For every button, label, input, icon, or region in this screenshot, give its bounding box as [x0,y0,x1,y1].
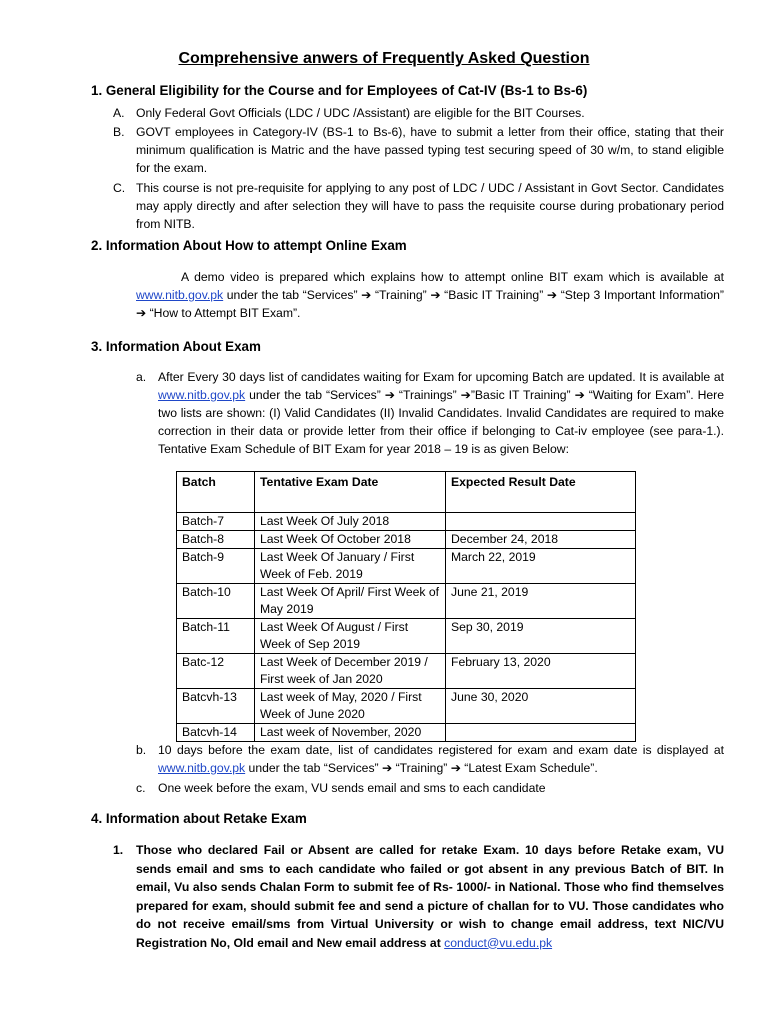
table-cell: Batcvh-14 [177,724,255,742]
table-cell: Batch-11 [177,619,255,654]
section-1-heading: 1. General Eligibility for the Course and for Employees of Cat-IV (Bs-1 to Bs-6) [91,83,588,98]
eligibility-item-a: Only Federal Govt Officials (LDC / UDC /Assistant) are eligible for the BIT Courses. [136,106,585,120]
table-row [177,513,636,531]
table-row [177,584,636,619]
table-cell: Batcvh-13 [177,689,255,724]
arrow-right-icon: ➔ [430,288,441,302]
exam-info-text: “Training” [392,761,451,775]
table-cell: Batc-12 [177,654,255,689]
online-exam-text: “Basic IT Training” [440,288,547,302]
arrow-right-icon: ➔ [361,288,372,302]
page-title: Comprehensive anwers of Frequently Asked Question [178,50,590,67]
exam-info-text: “Trainings” [394,388,461,402]
item-marker: 1. [113,843,124,857]
section-2-heading: 2. Information About How to attempt Online Exam [91,238,407,253]
nitb-link[interactable]: www.nitb.gov.pk [158,388,246,402]
table-cell: Last week of May, 2020 / First Week of June 2020 [255,689,446,724]
arrow-right-icon: ➔ [382,761,393,775]
arrow-right-icon: ➔ [574,388,585,402]
exam-info-item-c: One week before the exam, VU sends email and sms to each candidate [158,781,546,795]
column-header: Tentative Exam Date [255,472,446,513]
table-cell [446,724,636,742]
table-cell: Last Week Of October 2018 [255,531,446,549]
table-cell: December 24, 2018 [446,531,636,549]
table-cell: Batch-7 [177,513,255,531]
online-exam-paragraph [136,268,724,322]
exam-info-item-b [158,741,724,777]
exam-info-text: 10 days before the exam date, list of candidates registered for exam and exam date is displayed at [158,743,724,757]
item-marker: C. [113,181,126,195]
arrow-right-icon: ➔ [384,388,395,402]
exam-info-text: under the tab “Services” [245,388,385,402]
nitb-link[interactable]: www.nitb.gov.pk [136,288,224,302]
exam-info-text: “Latest Exam Schedule”. [460,761,598,775]
exam-info-text: After Every 30 days list of candidates waiting for Exam for upcoming Batch are updated. It is available at [158,370,724,384]
table-cell: Last Week Of August / First Week of Sep 2019 [255,619,446,654]
section-3-heading: 3. Information About Exam [91,339,261,354]
item-marker: B. [113,125,125,139]
item-marker: b. [136,743,147,757]
table-cell: Batch-8 [177,531,255,549]
nitb-link[interactable]: www.nitb.gov.pk [158,761,246,775]
online-exam-text: A demo video is prepared which explains how to attempt online BIT exam which is available at [181,270,724,284]
table-row [177,689,636,724]
item-marker: c. [136,781,146,795]
retake-exam-text: Those who declared Fail or Absent are called for retake Exam. 10 days before Retake exam, VU sends email and sms to each candidate who failed or got absent in any previous Batch of BIT. In email, Vu also sends Chalan Form to submit fee of Rs- 1000/- in National. Those who find themselves prepared for exam, should submit fee and send a picture of challan for to VU. Those candidates who do not receive email/sms from Virtual University or wish to change email address, text NIC/VU Registration No, Old email and New email address at [136,843,724,950]
table-cell: Batch-10 [177,584,255,619]
online-exam-text: “How to Attempt BIT Exam”. [146,306,301,320]
exam-info-text: under the tab “Services” [245,761,382,775]
exam-schedule-table [176,471,636,742]
table-row [177,654,636,689]
section-4-heading: 4. Information about Retake Exam [91,811,307,826]
table-cell: Last Week Of January / First Week of Feb. 2019 [255,549,446,584]
eligibility-item-c: This course is not pre-requisite for applying to any post of LDC / UDC / Assistant in Govt Sector. Candidates may apply directly and after selection they will have to pass the requisite course during probationary period from NITB. [136,181,724,231]
table-row [177,619,636,654]
table-cell: Last Week Of July 2018 [255,513,446,531]
table-row [177,724,636,742]
online-exam-text: “Step 3 Important Information” [557,288,724,302]
online-exam-text: under the tab “Services” [223,288,362,302]
table-cell: March 22, 2019 [446,549,636,584]
item-marker: a. [136,370,147,384]
table-cell: Sep 30, 2019 [446,619,636,654]
table-row [177,531,636,549]
arrow-right-icon: ➔ [460,388,471,402]
table-cell: Last week of November, 2020 [255,724,446,742]
exam-info-text: ”Basic IT Training” [470,388,575,402]
table-cell: February 13, 2020 [446,654,636,689]
exam-info-text: “Waiting for Exam”. Here two lists are shown: (I) Valid Candidates (II) Invalid Candidates. Invalid Candidates are required to make correction in their data or provide letter from their office if belonging to Cat-iv employee (see para-1.). Tentative Exam Schedule of BIT Exam for year 2018 – 19 is as given Below: [158,388,725,456]
exam-info-item-a [158,368,724,458]
table-cell: Batch-9 [177,549,255,584]
table-cell: Last Week of December 2019 / First week of Jan 2020 [255,654,446,689]
eligibility-item-b: GOVT employees in Category-IV (BS-1 to Bs-6), have to submit a letter from their office, stating that their minimum qualification is Matric and the have passed typing test securing speed of 30 w/m, to stand eligible for the exam. [136,125,724,175]
table-header-row [177,472,636,513]
column-header: Batch [177,472,255,513]
table-cell: June 30, 2020 [446,689,636,724]
online-exam-text: “Training” [371,288,431,302]
table-cell: Last Week Of April/ First Week of May 2019 [255,584,446,619]
conduct-email-link[interactable]: conduct@vu.edu.pk [444,935,553,950]
item-marker: A. [113,106,125,120]
arrow-right-icon: ➔ [450,761,461,775]
table-cell: June 21, 2019 [446,584,636,619]
arrow-right-icon: ➔ [136,306,147,320]
retake-exam-paragraph [136,841,724,952]
arrow-right-icon: ➔ [546,288,558,302]
table-row [177,549,636,584]
column-header: Expected Result Date [446,472,636,513]
table-cell [446,513,636,531]
